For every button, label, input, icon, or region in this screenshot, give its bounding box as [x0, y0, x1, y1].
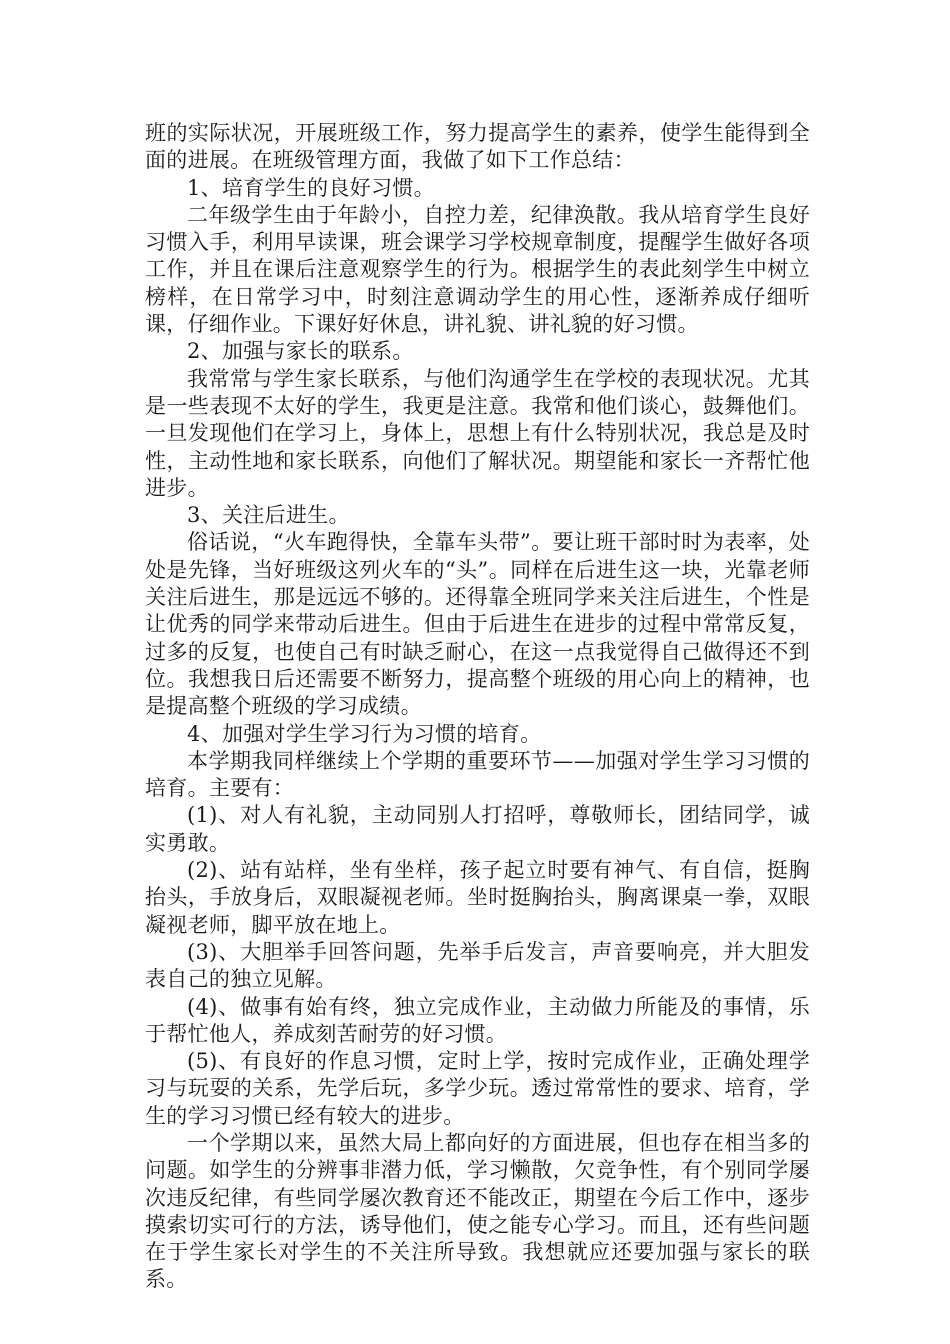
list-item: (5)、有良好的作息习惯，定时上学，按时完成作业，正确处理学习与玩耍的关系，先学后玩，多学少玩。透过常常性的要求、培育，学生的学习习惯已经有较大的进步。: [145, 1049, 810, 1128]
section-heading: 2、加强与家长的联系。: [187, 339, 414, 364]
body-paragraph: 我常常与学生家长联系，与他们沟通学生在学校的表现状况。尤其是一些表现不太好的学生，我更是注意。我常和他们谈心，鼓舞他们。一旦发现他们在学习上，身体上，思想上有什么特别状况，我总是及时性，主动性地和家长联系，向他们了解状况。期望能和家长一齐帮忙他进步。: [145, 366, 810, 500]
body-paragraph: 二年级学生由于年龄小，自控力差，纪律涣散。我从培育学生良好习惯入手，利用早读课，班会课学习学校规章制度，提醒学生做好各项工作，并且在课后注意观察学生的行为。根据学生的表此刻学生中树立榜样，在日常学习中，时刻注意调动学生的用心性，逐渐养成仔细听课，仔细作业。下课好好休息，讲礼貌、讲礼貌的好习惯。: [145, 202, 810, 337]
body-paragraph: 班的实际状况，开展班级工作，努力提高学生的素养，使学生能得到全面的进展。在班级管理方面，我做了如下工作总结：: [145, 121, 810, 173]
body-paragraph: 俗话说，“火车跑得快，全靠车头带”。要让班干部时时为表率，处处是先锋，当好班级这列火车的“头”。同样在后进生这一块，光靠老师关注后进生，那是远远不够的。还得靠全班同学来关注后进生，个性是让优秀的同学来带动后进生。但由于后进生在进步的过程中常常反复，过多的反复，也使自己有时缺乏耐心，在这一点我觉得自己做得还不到位。我想我日后还需要不断努力，提高整个班级的用心向上的精神，也是提高整个班级的学习成绩。: [145, 530, 810, 719]
section-heading: 1、培育学生的良好习惯。: [187, 175, 435, 200]
section-heading: 4、加强对学生学习行为习惯的培育。: [187, 721, 542, 746]
list-item: (4)、做事有始有终，独立完成作业，主动做力所能及的事情，乐于帮忙他人，养成刻苦耐劳的好习惯。: [145, 994, 810, 1046]
section-heading: 3、关注后进生。: [187, 503, 350, 528]
body-paragraph: 一个学期以来，虽然大局上都向好的方面进展，但也存在相当多的问题。如学生的分辨事非潜力低，学习懒散，欠竞争性，有个别同学屡次违反纪律，有些同学屡次教育还不能改正，期望在今后工作中，逐步摸索切实可行的方法，诱导他们，使之能专心学习。而且，还有些问题在于学生家长对学生的不关注所导致。我想就应还要加强与家长的联系。: [145, 1130, 810, 1292]
list-item: (1)、对人有礼貌，主动同别人打招呼，尊敬师长，团结同学，诚实勇敢。: [145, 803, 810, 855]
list-item: (3)、大胆举手回答问题，先举手后发言，声音要响亮，并大胆发表自己的独立见解。: [145, 939, 810, 992]
list-item: (2)、站有站样，坐有坐样，孩子起立时要有神气、有自信，挺胸抬头，手放身后，双眼凝视老师。坐时挺胸抬头，胸离课桌一拳，双眼凝视老师，脚平放在地上。: [145, 858, 810, 937]
body-paragraph: 本学期我同样继续上个学期的重要环节——加强对学生学习习惯的培育。主要有：: [145, 748, 810, 801]
document-page: [145, 120, 810, 1294]
